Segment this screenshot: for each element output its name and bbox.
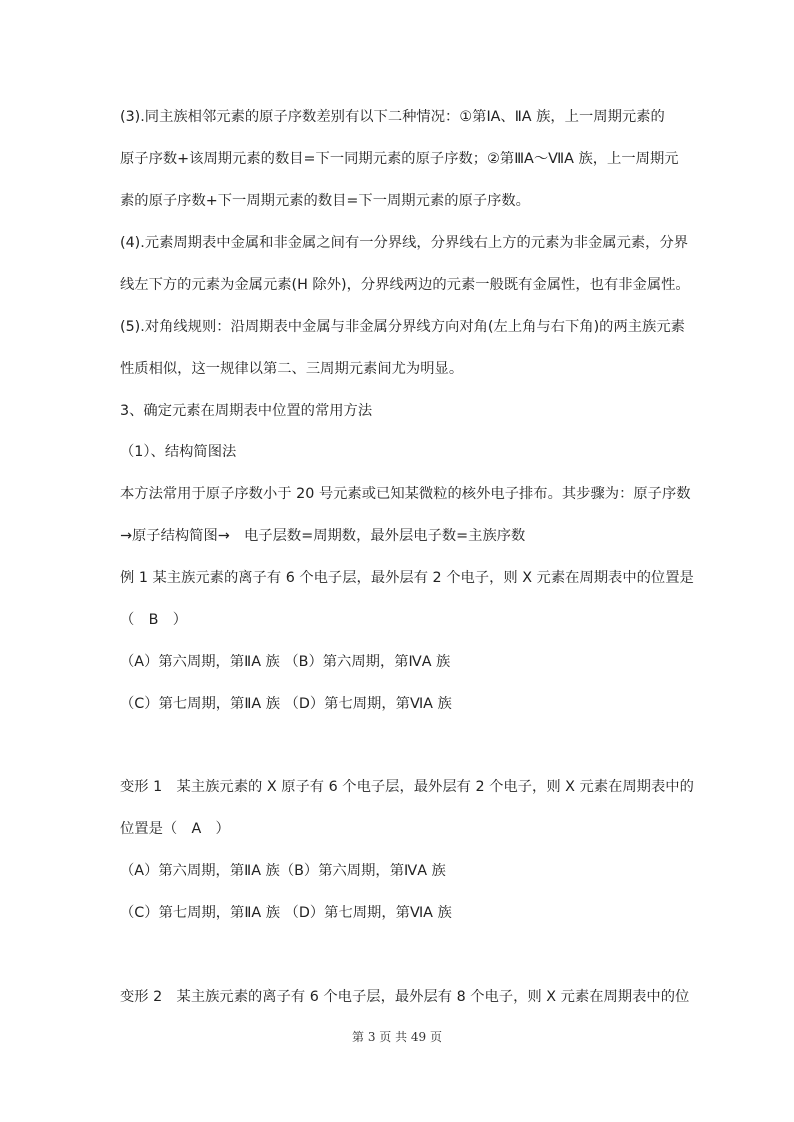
- text-line: 本方法常用于原子序数小于 20 号元素或已知某微粒的核外电子排布。其步骤为：原子序数: [120, 486, 691, 502]
- option-line: （A）第六周期，第ⅡA 族（B）第六周期，第ⅣA 族: [120, 863, 446, 879]
- text-line: 原子序数+该周期元素的数目=下一同期元素的原子序数；②第ⅢA～ⅦA 族，上一周期元: [120, 151, 679, 167]
- text-line: →原子结构简图→ 电子层数=周期数，最外层电子数=主族序数: [120, 528, 526, 544]
- text-line: 线左下方的元素为金属元素(H 除外)，分界线两边的元素一般既有金属性，也有非金属性。: [120, 277, 690, 293]
- variant-answer: 位置是（ A ）: [120, 821, 230, 837]
- text-line: (3).同主族相邻元素的原子序数差别有以下二种情况：①第ⅠA、ⅡA 族，上一周期元素的: [120, 109, 665, 125]
- option-line: （C）第七周期，第ⅡA 族 （D）第七周期，第ⅥA 族: [120, 905, 452, 921]
- variant-question: 变形 1 某主族元素的 X 原子有 6 个电子层，最外层有 2 个电子，则 X 元素在周期表中的: [120, 779, 694, 795]
- section-heading: 3、确定元素在周期表中位置的常用方法: [120, 403, 373, 419]
- option-line: （A）第六周期，第ⅡA 族 （B）第六周期，第ⅣA 族: [120, 654, 451, 670]
- example-answer: （ B ）: [120, 612, 187, 628]
- example-question: 例 1 某主族元素的离子有 6 个电子层，最外层有 2 个电子，则 X 元素在周期表中的位置是: [120, 570, 694, 586]
- text-line: 性质相似，这一规律以第二、三周期元素间尤为明显。: [120, 361, 464, 377]
- text-line: (4).元素周期表中金属和非金属之间有一分界线，分界线右上方的元素为非金属元素，分界: [120, 235, 689, 251]
- variant-question: 变形 2 某主族元素的离子有 6 个电子层，最外层有 8 个电子，则 X 元素在周期表中的位: [120, 989, 690, 1005]
- page-number-footer: 第 3 页 共 49 页: [352, 1030, 442, 1044]
- subsection-heading: （1）、结构简图法: [120, 444, 237, 460]
- text-line: 素的原子序数+下一周期元素的数目=下一周期元素的原子序数。: [120, 193, 530, 209]
- option-line: （C）第七周期，第ⅡA 族 （D）第七周期，第ⅥA 族: [120, 696, 452, 712]
- text-line: (5).对角线规则：沿周期表中金属与非金属分界线方向对角(左上角与右下角)的两主族元素: [120, 319, 685, 335]
